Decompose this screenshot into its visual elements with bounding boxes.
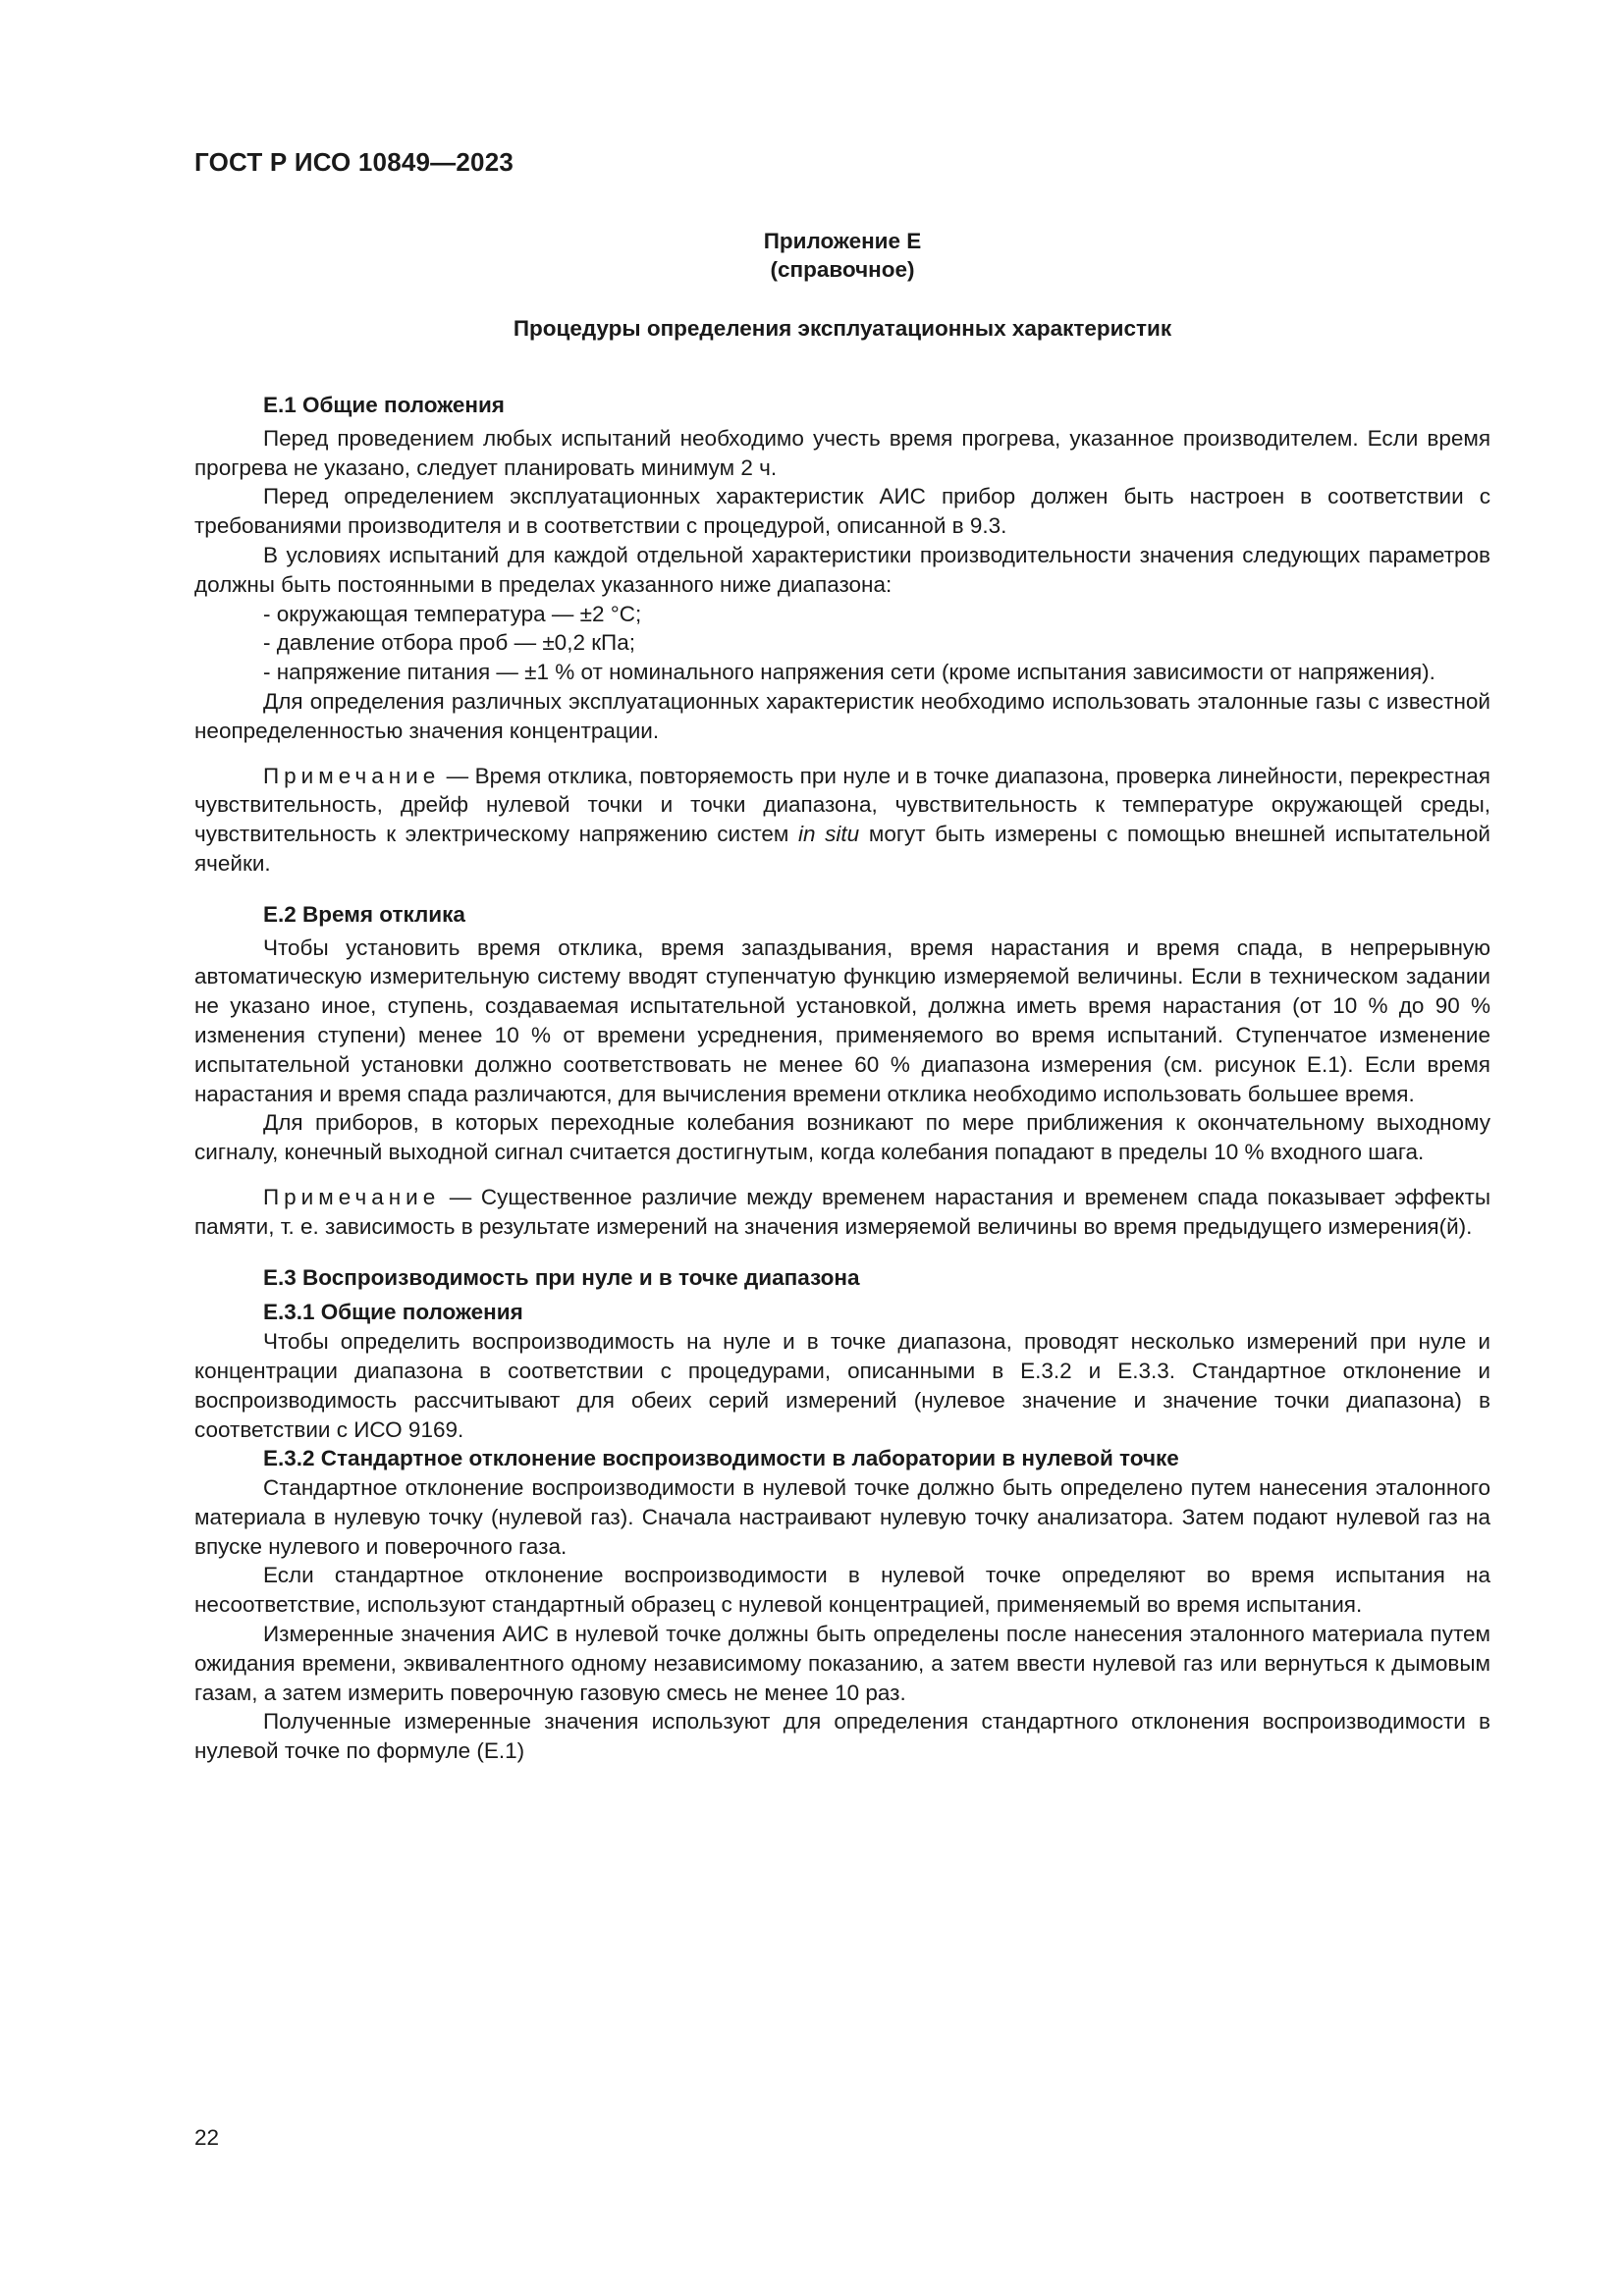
annex-header	[194, 227, 1490, 284]
paragraph: Перед проведением любых испытаний необходимо учесть время прогрева, указанное производителем. Если время прогрева не указано, следует планировать минимум 2 ч.	[194, 425, 1490, 480]
paragraph: Измеренные значения АИС в нулевой точке должны быть определены после нанесения эталонного материала путем ожидания времени, эквивалентного одному независимому показанию, а затем ввести нулевой газ или вернуться к дымовым газам, а затем измерить поверочную газовую смесь не менее 10 раз.	[194, 1622, 1490, 1705]
paragraph: Чтобы определить воспроизводимость на нуле и в точке диапазона, проводят несколько измерений при нуле и концентрации диапазона в соответствии с процедурами, описанными в Е.3.2 и Е.3.3. Стандартное отклонение и воспроизводимость рассчитывают для обеих серий измерений (нулевое значение и значение точки диапазона) в соответствии с ИСО 9169.	[194, 1329, 1490, 1442]
section-heading-e2: Е.2 Время отклика	[263, 901, 465, 927]
annex-heading: Процедуры определения эксплуатационных характеристик	[513, 316, 1172, 341]
document-body	[194, 391, 1490, 1766]
list-item: - напряжение питания — ±1 % от номинального напряжения сети (кроме испытания зависимости от напряжения).	[263, 660, 1435, 685]
paragraph: В условиях испытаний для каждой отдельной характеристики производительности значения следующих параметров должны быть постоянными в пределах указанного ниже диапазона:	[194, 542, 1490, 597]
paragraph: Для определения различных эксплуатационных характеристик необходимо использовать эталонные газы с известной неопределенностью значения концентрации.	[194, 688, 1490, 743]
document-page	[194, 0, 1490, 2296]
subsection-heading-e3-1: Е.3.1 Общие положения	[263, 1300, 523, 1325]
paragraph: Перед определением эксплуатационных характеристик АИС прибор должен быть настроен в соответствии с требованиями производителя и в соответствии с процедурой, описанной в 9.3.	[194, 484, 1490, 539]
section-heading-e1: Е.1 Общие положения	[263, 393, 505, 417]
document-code: ГОСТ Р ИСО 10849—2023	[194, 147, 514, 177]
note-italic: in situ	[798, 822, 860, 847]
paragraph: Для приборов, в которых переходные колебания возникают по мере приближения к окончательному выходному сигналу, конечный выходной сигнал считается достигнутым, когда колебания попадают в пределы 10 % входного шага.	[194, 1110, 1490, 1165]
note-text: — Время отклика, повторяемость при нуле и в точке диапазона, проверка линейности, перекрестная чувствительность, дрейф нулевой точки и точки диапазона, чувствительность к температуре окружающей среды, чувствительность к электрическому напряжению систем	[194, 763, 1490, 847]
note-label: Примечание	[263, 763, 441, 788]
annex-status: (справочное)	[770, 257, 915, 282]
annex-title: Приложение Е	[763, 229, 922, 253]
paragraph: Если стандартное отклонение воспроизводимости в нулевой точке определяют во время испытания на несоответствие, используют стандартный образец с нулевой концентрацией, применяемый во время испытания.	[194, 1563, 1490, 1618]
list-item: - окружающая температура — ±2 °С;	[263, 601, 642, 626]
note	[194, 762, 1490, 879]
paragraph: Чтобы установить время отклика, время запаздывания, время нарастания и время спада, в непрерывную автоматическую измерительную систему вводят ступенчатую функцию измеряемой величины. Если в техническом задании не указано иное, ступень, создаваемая испытательной установкой, должна иметь время нарастания (от 10 % до 90 % изменения ступени) менее 10 % от времени усреднения, применяемого во время испытаний. Ступенчатое изменение испытательной установки должно соответствовать не менее 60 % диапазона измерения (см. рисунок Е.1). Если время нарастания и время спада различаются, для вычисления времени отклика необходимо использовать большее время.	[194, 934, 1490, 1106]
note	[194, 1183, 1490, 1242]
list-item: - давление отбора проб — ±0,2 кПа;	[263, 630, 635, 656]
paragraph: Полученные измеренные значения используют для определения стандартного отклонения воспроизводимости в нулевой точке по формуле (Е.1)	[194, 1709, 1490, 1764]
note-text: — Существенное различие между временем нарастания и временем спада показывает эффекты памяти, т. е. зависимость в результате измерений на значения измеряемой величины во время предыдущего измерения(й).	[194, 1184, 1490, 1239]
page-number: 22	[194, 2125, 220, 2150]
section-heading-e3: Е.3 Воспроизводимость при нуле и в точке диапазона	[263, 1264, 860, 1290]
note-label: Примечание	[263, 1184, 441, 1209]
paragraph: Стандартное отклонение воспроизводимости в нулевой точке должно быть определено путем нанесения эталонного материала в нулевую точку (нулевой газ). Сначала настраивают нулевую точку анализатора. Затем подают нулевой газ на впуске нулевого и поверочного газа.	[194, 1475, 1490, 1559]
subsection-heading-e3-2: Е.3.2 Стандартное отклонение воспроизводимости в лаборатории в нулевой точке	[263, 1446, 1179, 1471]
note-text: могут быть измерены с помощью внешней испытательной ячейки.	[194, 822, 1490, 876]
